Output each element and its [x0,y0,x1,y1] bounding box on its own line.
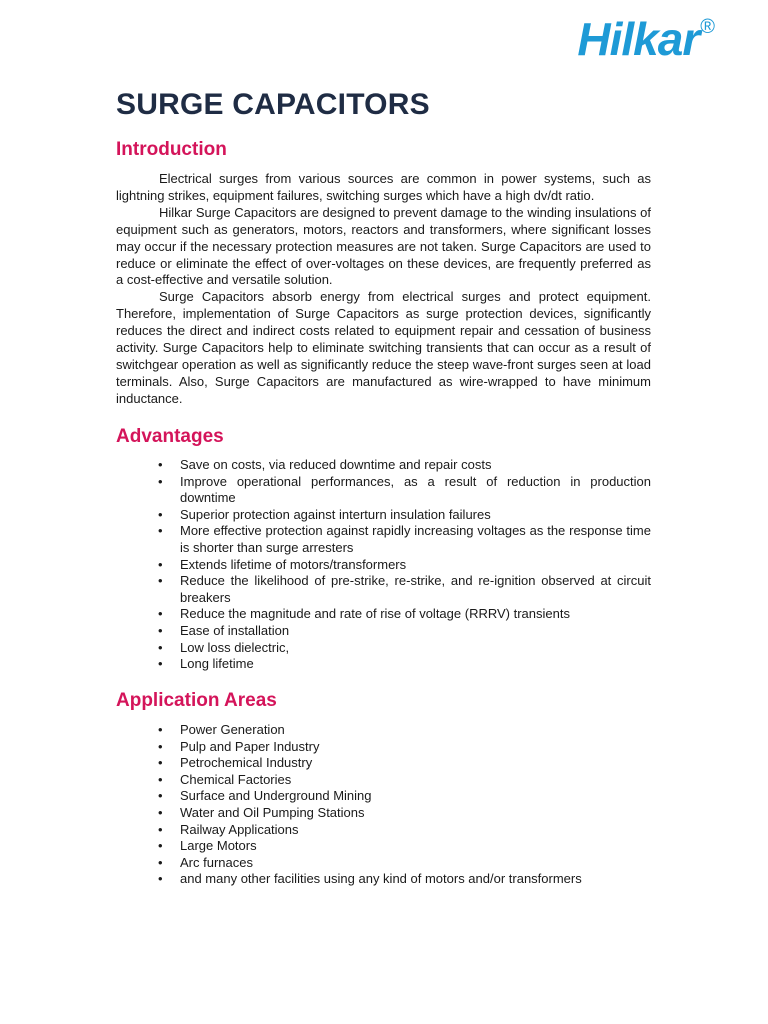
advantage-item: • Save on costs, via reduced downtime and repair costs [116,457,651,474]
application-item: • Power Generation [116,722,651,739]
advantages-heading: Advantages [116,426,224,447]
logo-text: Hilkar [577,13,700,65]
advantage-item: • Long lifetime [116,656,651,673]
advantage-item: • Reduce the likelihood of pre-strike, re-strike, and re-ignition observed at circuit breakers [116,573,651,606]
advantage-item: • Extends lifetime of motors/transformers [116,557,651,574]
advantage-item: • More effective protection against rapidly increasing voltages as the response time is shorter than surge arresters [116,523,651,556]
introduction-heading: Introduction [116,139,227,160]
application-item: • Railway Applications [116,822,651,839]
application-item: • Arc furnaces [116,855,651,872]
application-item: • Pulp and Paper Industry [116,739,651,756]
advantage-item: • Low loss dielectric, [116,640,651,657]
application-item: • Water and Oil Pumping Stations [116,805,651,822]
application-item: • Large Motors [116,838,651,855]
intro-paragraph: Surge Capacitors absorb energy from electrical surges and protect equipment. Therefore, implementation of Surge Capacitors as surge protection devices, significantly reduces the direct and indirect costs related to equipment repair and cessation of business activity. Surge Capacitors help to eliminate switching transients that can occur as a result of switchgear operation as well as significantly reduce the steep wave-front surges seen at load terminals. Also, Surge Capacitors are manufactured as wire-wrapped to have minimum inductance. [116,289,651,406]
page-title: SURGE CAPACITORS [116,88,430,121]
application-item: • Surface and Underground Mining [116,788,651,805]
advantage-item: • Improve operational performances, as a result of reduction in production downtime [116,474,651,507]
advantage-item: • Superior protection against interturn insulation failures [116,507,651,524]
application-areas-list [116,722,651,888]
application-item: • and many other facilities using any kind of motors and/or transformers [116,871,651,888]
advantage-item: • Ease of installation [116,623,651,640]
advantages-list [116,457,651,673]
introduction-text [116,171,651,408]
hilkar-logo [577,13,714,65]
advantage-item: • Reduce the magnitude and rate of rise of voltage (RRRV) transients [116,606,651,623]
application-areas-heading: Application Areas [116,690,277,711]
application-item: • Chemical Factories [116,772,651,789]
registered-mark: ® [700,15,714,38]
intro-paragraph: Hilkar Surge Capacitors are designed to prevent damage to the winding insulations of equipment such as generators, motors, reactors and transformers, where significant losses may occur if the necessary protection measures are not taken. Surge Capacitors are used to reduce or eliminate the effect of over-voltages on these devices, are frequently preferred as a cost-effective and versatile solution. [116,204,651,288]
intro-paragraph: Electrical surges from various sources are common in power systems, such as lightning strikes, equipment failures, switching surges which have a high dv/dt ratio. [116,171,651,203]
application-item: • Petrochemical Industry [116,755,651,772]
